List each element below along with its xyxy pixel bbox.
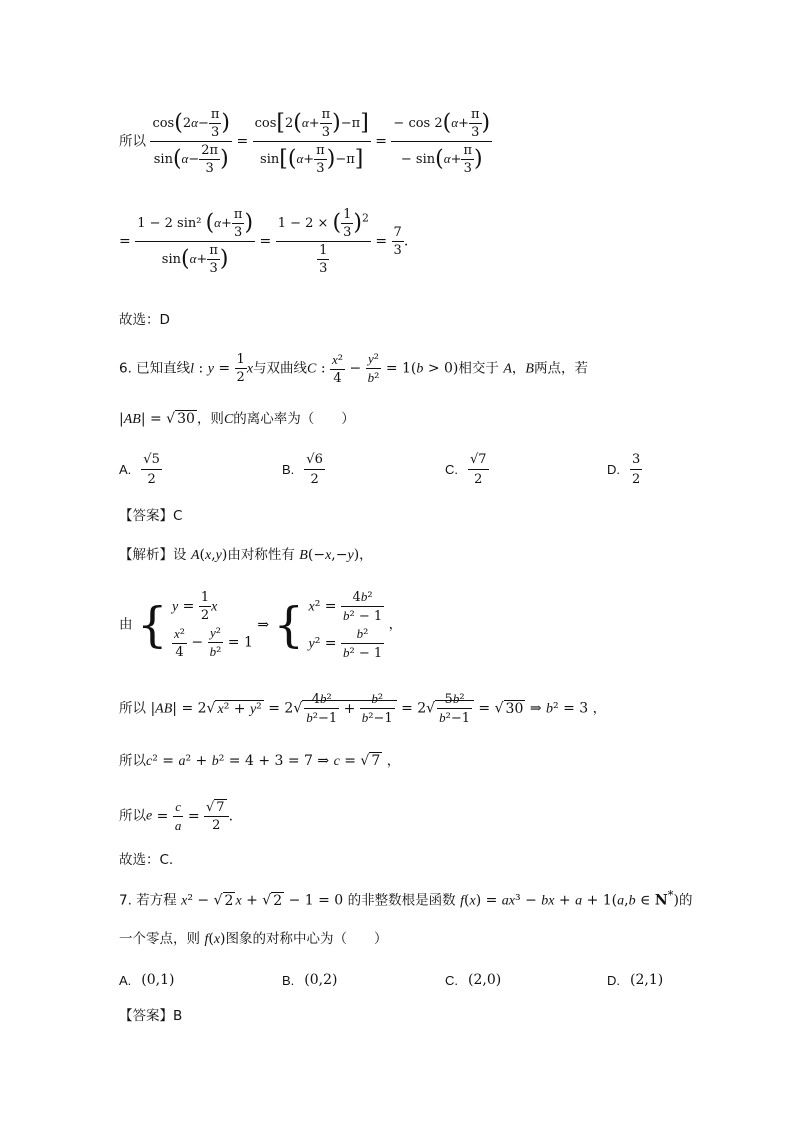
q7-option-d[interactable]: D. (2,1) bbox=[607, 972, 664, 988]
q7-stem: 7. 若方程 x² − √ 2 x + √ 2 − 1 = 0 的非整数根是函数 f(x) = ax³ − bx + a + 1(a,b ∈ N*)的 bbox=[119, 888, 693, 909]
fraction: 1 − 2 × ( $\frac{1}{3}$ )$^2$ $\frac{1}{3}$ bbox=[277, 207, 369, 276]
q7-option-b[interactable]: B. (0,2) bbox=[282, 972, 338, 988]
q7-option-c[interactable]: C. (2,0) bbox=[445, 972, 502, 988]
q6-option-c[interactable]: C. $\frac{√7}{2}$ bbox=[445, 452, 487, 487]
q6-step-ab: 所以 |AB| = 2√ x² + y² = 2√ $\frac{\text{4b²}}{\text{b²−1}}$ + $\frac{\text{b²}}{\text{b²−1}}$ = 2√ $\frac{\text{5b²}}{\text{b²−1}}$ = √ 30 ⇒ b² = 3 ， bbox=[119, 691, 607, 726]
fraction: cos(2α− $\frac{\pi}{3}$ ) sin(α− $\frac{2\pi}{3}$ ) bbox=[152, 107, 230, 176]
q6-option-b[interactable]: B. $\frac{√6}{2}$ bbox=[282, 452, 323, 487]
q7-answer: 【答案】B bbox=[119, 1008, 183, 1024]
fraction: 1 − 2 sin² (α+ $\frac{\pi}{3}$ ) sin(α+ $\frac{\pi}{3}$ ) bbox=[137, 207, 254, 276]
solution5-expr1: 所以 cos(2α− $\frac{\pi}{3}$ ) sin(α− $\frac{2\pi}{3}$ ) = cos[2(α+ $\frac{\pi}{3}$ )−π] sin[(α+ $\frac{\pi}{3}$ )−π] = − cos 2(α+ $\frac{\pi}{3}$ ) − sin(α+ $\frac{\pi}{3}$ ) bbox=[119, 107, 491, 176]
solution5-answer: 故选：D bbox=[119, 312, 170, 328]
q6-step-e: 所以e = $\frac{c}{a}$ = $\frac{√ 7}{2}$ . bbox=[119, 799, 234, 833]
fraction: − cos 2(α+ $\frac{\pi}{3}$ ) − sin(α+ $\frac{\pi}{3}$ ) bbox=[393, 107, 491, 176]
fraction: cos[2(α+ $\frac{\pi}{3}$ )−π] sin[(α+ $\frac{\pi}{3}$ )−π] bbox=[254, 107, 369, 176]
q6-stem-2: |AB| = √ 30 ，则C的离心率为（ ） bbox=[119, 411, 355, 427]
solution5-expr2: = 1 − 2 sin² (α+ $\frac{\pi}{3}$ ) sin(α+ $\frac{\pi}{3}$ ) = 1 − 2 × ( $\frac{1}{3}$ )$^2$ $\frac{1}{3}$ = $\frac{7}{3}$ . bbox=[119, 207, 409, 276]
q6-analysis: 【解析】设 A(x,y)由对称性有 B(−x,−y)， bbox=[119, 547, 373, 563]
q6-system: 由 { y = $\frac{1}{2}$ x $\frac{\text{x²}}{4}$ − $\frac{\text{y²}}{\text{b²}}$ = 1 ⇒ { x² = $\frac{\text{4b²}}{\text{b² − 1}}$ y² = $\frac{\text{b²}}{\text{b² − 1}}$ ， bbox=[119, 589, 403, 661]
q6-option-a[interactable]: A. $\frac{√5}{2}$ bbox=[119, 452, 160, 487]
q6-answer-line: 故选：C. bbox=[119, 852, 174, 868]
q6-stem: 6. 已知直线l : y = $\frac{1}{2}$ x与双曲线C : $\frac{\text{x²}}{4}$ − $\frac{\text{y²}}{\text{b²}}$ = 1(b > 0)相交于 A，B两点，若 bbox=[119, 351, 588, 386]
q6-answer: 【答案】C bbox=[119, 508, 183, 524]
q6-step-c: 所以c² = a² + b² = 4 + 3 = 7 ⇒ c = √ 7 ， bbox=[119, 753, 401, 769]
q7-option-a[interactable]: A. (0,1) bbox=[119, 972, 175, 988]
suoyi-label: 所以 bbox=[119, 133, 146, 150]
q7-stem-2: 一个零点，则 f(x)图象的对称中心为（ ） bbox=[119, 931, 388, 947]
q6-option-d[interactable]: D. $\frac{3}{2}$ bbox=[607, 452, 641, 487]
